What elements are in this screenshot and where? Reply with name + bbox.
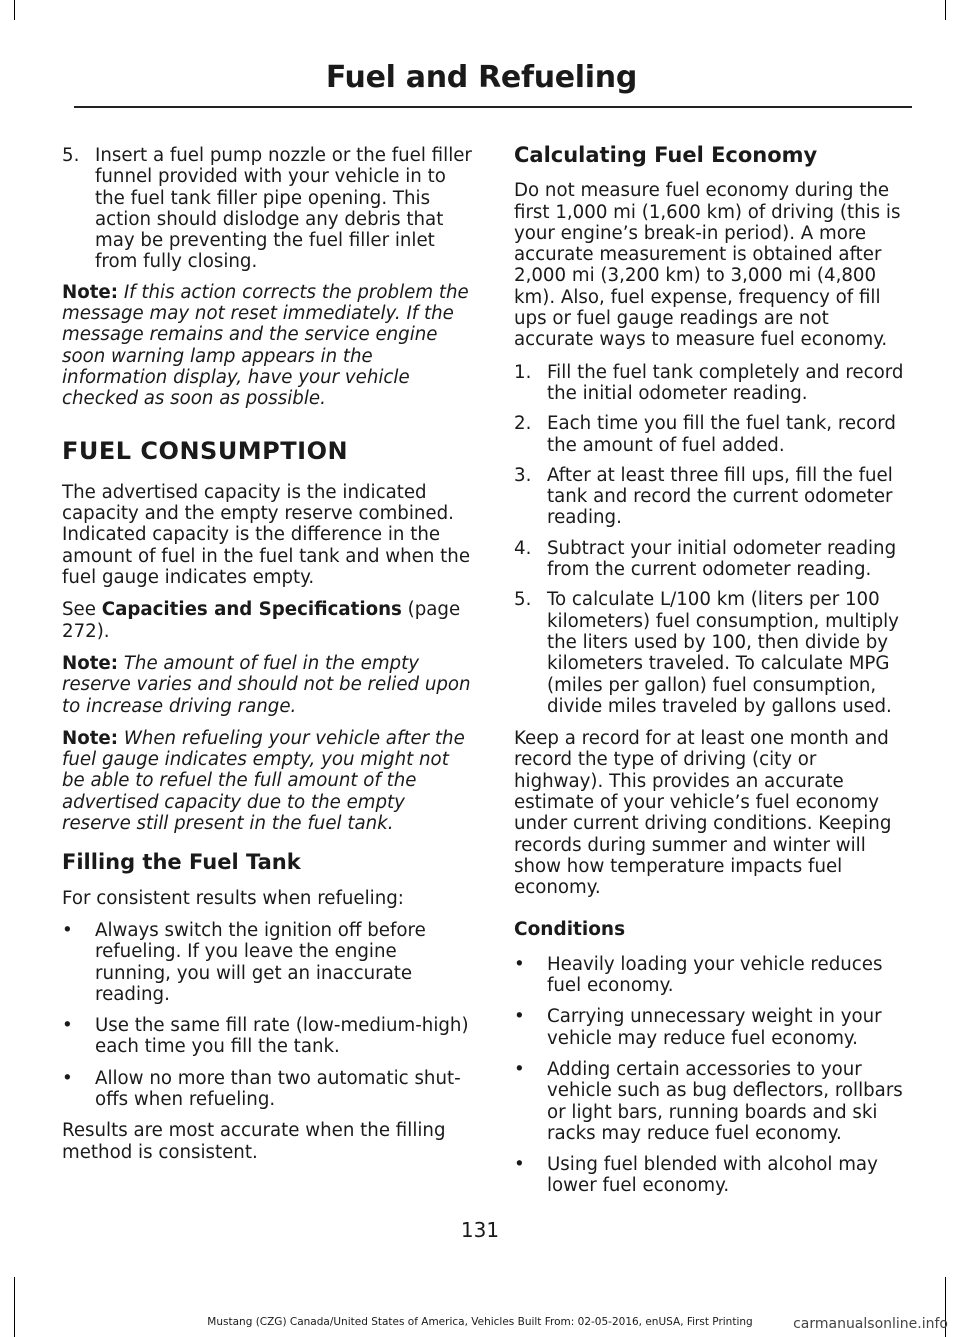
list-item — [514, 1059, 910, 1144]
page-number: 131 — [460, 1218, 500, 1242]
bullet: • — [514, 1154, 525, 1176]
note — [62, 653, 477, 717]
bullet: • — [62, 1067, 73, 1089]
note-label: Note: — [62, 652, 119, 674]
paragraph: For consistent results when refueling: — [62, 887, 404, 909]
paragraph: Results are most accurate when the filling method is consistent. — [62, 1120, 446, 1163]
cross-reference — [62, 599, 477, 642]
numbered-step — [514, 465, 910, 529]
see-suffix: (page 272). — [62, 599, 461, 642]
crop-mark — [14, 1277, 15, 1337]
list-item-text: Heavily loading your vehicle reduces fuel economy. — [547, 953, 883, 997]
note-text: When refueling your vehicle after the fuel gauge indicates empty, you might not be able to refuel the full amount of the advertised capacity due to the empty reserve still present in the fuel tank. — [62, 727, 465, 835]
numbered-step — [514, 362, 910, 405]
step-number: 1. — [514, 361, 532, 383]
watermark: carmanualsonline.info — [793, 1316, 948, 1332]
list-item-text: Always switch the ignition off before refueling. If you leave the engine running, you will get an inaccurate reading. — [95, 919, 426, 1005]
step-text: Insert a fuel pump nozzle or the fuel filler funnel provided with your vehicle in to the fuel tank filler pipe opening. This action should dislodge any debris that may be preventing the fuel filler inlet from fully closing. — [95, 145, 472, 273]
step-text: To calculate L/100 km (liters per 100 kilometers) fuel consumption, multiply the liters used by 100, then divide by kilometers traveled. To calculate MPG (miles per gallon) fuel consumption, divide miles traveled by gallons used. — [547, 589, 899, 717]
list-item-text: Use the same fill rate (low-medium-high) each time you fill the tank. — [95, 1015, 469, 1058]
list-item — [514, 954, 910, 997]
note-label: Note: — [62, 727, 119, 749]
list-item — [62, 920, 477, 1005]
subsection-heading: Calculating Fuel Economy — [514, 143, 818, 167]
step-text: After at least three fill ups, fill the fuel tank and record the current odometer reading. — [547, 464, 893, 529]
step-number: 3. — [514, 464, 532, 486]
xref-link[interactable]: Capacities and Specifications — [101, 599, 402, 621]
bullet: • — [62, 919, 73, 941]
numbered-step — [514, 538, 910, 581]
step-text: Each time you fill the fuel tank, record the amount of fuel added. — [547, 413, 896, 456]
note-text: If this action corrects the problem the message may not reset immediately. If the message remains and the service engine soon warning lamp appears in the information display, have your vehicle checked as soon as possible. — [62, 281, 469, 410]
step-number: 4. — [514, 537, 532, 559]
crop-mark — [945, 0, 946, 20]
subsection-heading: Filling the Fuel Tank — [62, 850, 301, 875]
list-item-text: Allow no more than two automatic shut-offs when refueling. — [95, 1067, 461, 1110]
paragraph: Do not measure fuel economy during the first 1,000 mi (1,600 km) of driving (this is your engine’s break-in period). A more accurate measurement is obtained after 2,000 mi (3,200 km) to 3,000 mi (4,800 km). Also, fuel expense, frequency of fill ups or fuel gauge readings are not accurate ways to measure fuel economy. — [514, 180, 901, 351]
paragraph: Keep a record for at least one month and record the type of driving (city or highway). This provides an accurate estimate of your vehicle’s fuel economy under current driving conditions. Keeping records during summer and winter will show how temperature impacts fuel economy. — [514, 728, 892, 899]
footer-text: Mustang (CZG) Canada/United States of America, Vehicles Built From: 02-05-2016, enUSA, First Printing — [207, 1316, 753, 1328]
list-item-text: Adding certain accessories to your vehicle such as bug deflectors, rollbars or light bars, running boards and ski racks may reduce fuel economy. — [547, 1058, 903, 1144]
subsection-heading: Conditions — [514, 918, 626, 940]
list-item-text: Using fuel blended with alcohol may lower fuel economy. — [547, 1154, 878, 1197]
right-column — [514, 145, 910, 1207]
numbered-step — [514, 589, 910, 717]
page-title: Fuel and Refueling — [325, 60, 637, 95]
step-text: Fill the fuel tank completely and record the initial odometer reading. — [547, 361, 904, 404]
step-number: 2. — [514, 413, 532, 435]
note — [62, 728, 477, 834]
see-prefix: See — [62, 599, 102, 621]
list-item — [62, 1068, 477, 1111]
paragraph: The advertised capacity is the indicated capacity and the empty reserve combined. Indicated capacity is the difference in the amount of fuel in the fuel tank and when the fuel gauge indicates empty. — [62, 481, 471, 589]
bullet: • — [514, 1058, 525, 1080]
list-item-text: Carrying unnecessary weight in your vehicle may reduce fuel economy. — [547, 1006, 882, 1049]
numbered-step — [62, 145, 477, 273]
note-text: The amount of fuel in the empty reserve varies and should not be relied upon to increase driving range. — [62, 652, 471, 717]
section-heading: FUEL CONSUMPTION — [62, 436, 349, 465]
step-number: 5. — [514, 589, 532, 611]
list-item — [514, 1154, 910, 1197]
bullet: • — [62, 1015, 73, 1037]
note-label: Note: — [62, 281, 119, 303]
header-divider — [74, 106, 912, 108]
bullet: • — [514, 1006, 525, 1028]
left-column — [62, 145, 477, 1174]
list-item — [514, 1006, 910, 1049]
note — [62, 282, 477, 410]
step-number: 5. — [62, 145, 80, 166]
step-text: Subtract your initial odometer reading from the current odometer reading. — [547, 537, 897, 581]
numbered-step — [514, 413, 910, 456]
list-item — [62, 1015, 477, 1058]
crop-mark — [14, 0, 15, 20]
bullet: • — [514, 953, 525, 975]
